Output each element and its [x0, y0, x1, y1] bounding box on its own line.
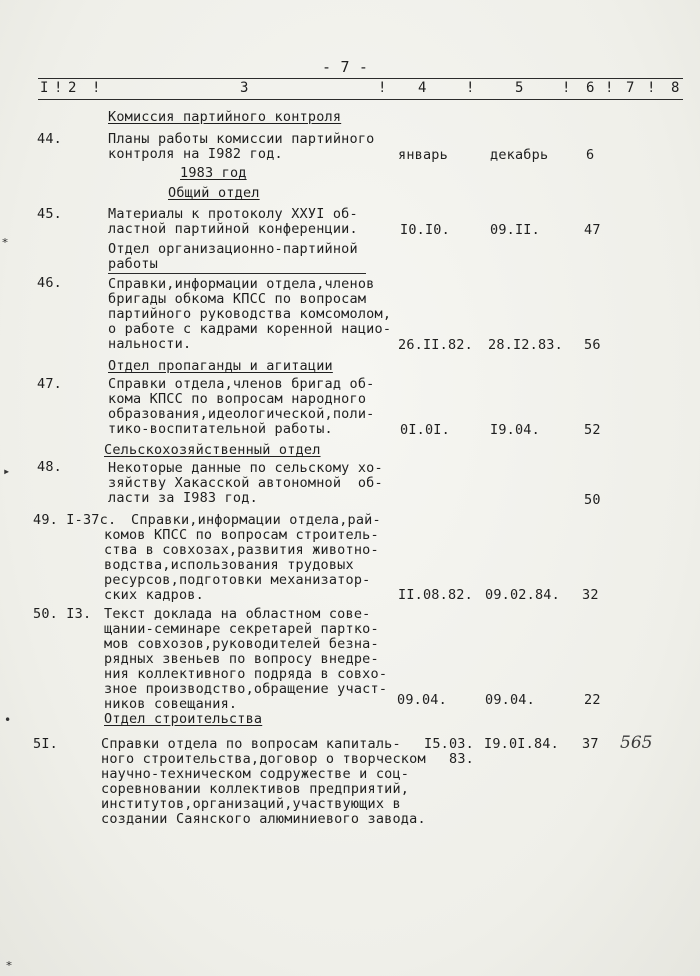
entry-title-line: ного строительства,договор о творческом [101, 751, 426, 767]
entry-title-line: институтов,организаций,участвующих в [101, 796, 401, 812]
header-bottom-rule [38, 99, 683, 100]
entry-date-from: I5.03. [424, 736, 474, 752]
entry-title-line: Текст доклада на областном сове- [104, 606, 371, 622]
col-4-label: 4 [418, 80, 428, 96]
col-5-label: 5 [515, 80, 525, 96]
page-number: - 7 - [322, 58, 369, 76]
entry-title-line: партийного руководства комсомолом, [108, 306, 392, 322]
col-3-label: 3 [240, 80, 250, 96]
entry-sheets: 47 [584, 222, 601, 238]
section-general-dept: Общий отдел [168, 185, 260, 201]
entry-sheets: 37 [582, 736, 599, 752]
col-1-label: I [40, 80, 50, 96]
col-sep: ! [647, 80, 657, 96]
entry-title-line: ресурсов,подготовки механизатор- [104, 572, 371, 588]
entry-date-to: 09.04. [485, 692, 535, 708]
margin-mark: ⁎ [2, 232, 8, 246]
entry-date-from: 0I.0I. [400, 422, 450, 438]
section-agriculture-dept: Сельскохозяйственный отдел [104, 442, 321, 458]
entry-title-line: ства в совхозах,развития животно- [104, 542, 379, 558]
entry-title-line: научно-техническом содружестве и соц- [101, 766, 410, 782]
col-sep: ! [562, 80, 572, 96]
section-underline [108, 273, 366, 274]
entry-date-from: 26.II.82. [398, 337, 473, 353]
entry-title-line: мов совхозов,руководителей безна- [104, 636, 379, 652]
entry-number: 47. [37, 376, 62, 392]
entry-title-line: комов КПСС по вопросам строитель- [104, 527, 379, 543]
entry-title-line: зяйству Хакасской автономной об- [108, 475, 383, 491]
entry-sheets: 32 [582, 587, 599, 603]
entry-date-to: 09.II. [490, 222, 540, 238]
entry-title-line: Справки,информации отдела,рай- [131, 512, 381, 528]
col-sep: ! [605, 80, 615, 96]
col-6-label: 6 [586, 80, 596, 96]
entry-sheets: 6 [586, 147, 595, 163]
entry-title-line: нальности. [108, 336, 192, 352]
col-sep: ! [54, 80, 64, 96]
entry-sheets: 52 [584, 422, 601, 438]
entry-number: 5I. [33, 736, 58, 752]
entry-date-from: январь [398, 147, 448, 163]
entry-date-to: I9.04. [490, 422, 540, 438]
entry-date-from: II.08.82. [398, 587, 473, 603]
entry-date-from: 09.04. [397, 692, 447, 708]
entry-title-line: водства,использования трудовых [104, 557, 354, 573]
handwritten-folio-number: 565 [620, 733, 653, 753]
entry-title-line: о работе с кадрами коренной нацио- [108, 321, 392, 337]
entry-title-line: ласти за I983 год. [108, 490, 258, 506]
entry-title-line: ния коллективного подряда в совхо- [104, 666, 388, 682]
entry-title-line: зное производство,обращение участ- [104, 681, 388, 697]
entry-title-line: рядных звеньев по вопросу внедре- [104, 651, 379, 667]
entry-number: 49. I-37с. [33, 512, 117, 528]
entry-title-line: ластной партийной конференции. [108, 221, 358, 237]
col-sep: ! [466, 80, 476, 96]
entry-title-line: контроля на I982 год. [108, 146, 283, 162]
entry-number: 48. [37, 459, 62, 475]
entry-title-line: Материалы к протоколу XXУI об- [108, 206, 358, 222]
section-propaganda-dept: Отдел пропаганды и агитации [108, 358, 333, 374]
entry-date-from: I0.I0. [400, 222, 450, 238]
entry-title-line: соревновании коллективов предприятий, [101, 781, 410, 797]
entry-date-to: декабрь [490, 147, 549, 163]
entry-title-line: Справки отдела,членов бригад об- [108, 376, 375, 392]
entry-date-to: I9.0I.84. [484, 736, 559, 752]
entry-title-line: Справки отдела по вопросам капиталь- [101, 736, 401, 752]
entry-date-to: 09.02.84. [485, 587, 560, 603]
header-top-rule [38, 78, 683, 79]
section-party-control: Комиссия партийного контроля [108, 109, 342, 125]
entry-title-line: щании-семинаре секретарей партко- [104, 621, 379, 637]
entry-number: 50. I3. [33, 606, 92, 622]
section-year: 1983 год [180, 165, 247, 181]
col-sep: ! [92, 80, 102, 96]
entry-date-from-year: 83. [449, 751, 474, 767]
entry-date-to: 28.I2.83. [488, 337, 563, 353]
entry-title-line: кома КПСС по вопросам народного [108, 391, 367, 407]
entry-title-line: ников совещания. [104, 696, 238, 712]
col-8-label: 8 [671, 80, 681, 96]
entry-sheets: 50 [584, 492, 601, 508]
entry-title-line: создании Саянского алюминиевого завода. [101, 811, 426, 827]
entry-title-line: ских кадров. [104, 587, 204, 603]
margin-mark: • [4, 713, 12, 727]
col-2-label: 2 [68, 80, 78, 96]
section-org-party-dept-2: работы [108, 256, 158, 272]
col-7-label: 7 [626, 80, 636, 96]
entry-title-line: Планы работы комиссии партийного [108, 131, 375, 147]
entry-sheets: 22 [584, 692, 601, 708]
section-construction-dept: Отдел строительства [104, 711, 263, 727]
entry-sheets: 56 [584, 337, 601, 353]
entry-number: 46. [37, 275, 62, 291]
margin-mark: ⁎ [6, 955, 12, 969]
entry-title-line: бригады обкома КПСС по вопросам [108, 291, 367, 307]
entry-number: 45. [37, 206, 62, 222]
margin-mark: ▸ [3, 464, 11, 478]
col-sep: ! [378, 80, 388, 96]
entry-title-line: тико-воспитательной работы. [108, 421, 333, 437]
entry-title-line: Справки,информации отдела,членов [108, 276, 375, 292]
entry-number: 44. [37, 131, 62, 147]
entry-title-line: образования,идеологической,поли- [108, 406, 375, 422]
entry-title-line: Некоторые данные по сельскому хо- [108, 460, 383, 476]
section-org-party-dept: Отдел организационно-партийной [108, 241, 358, 257]
